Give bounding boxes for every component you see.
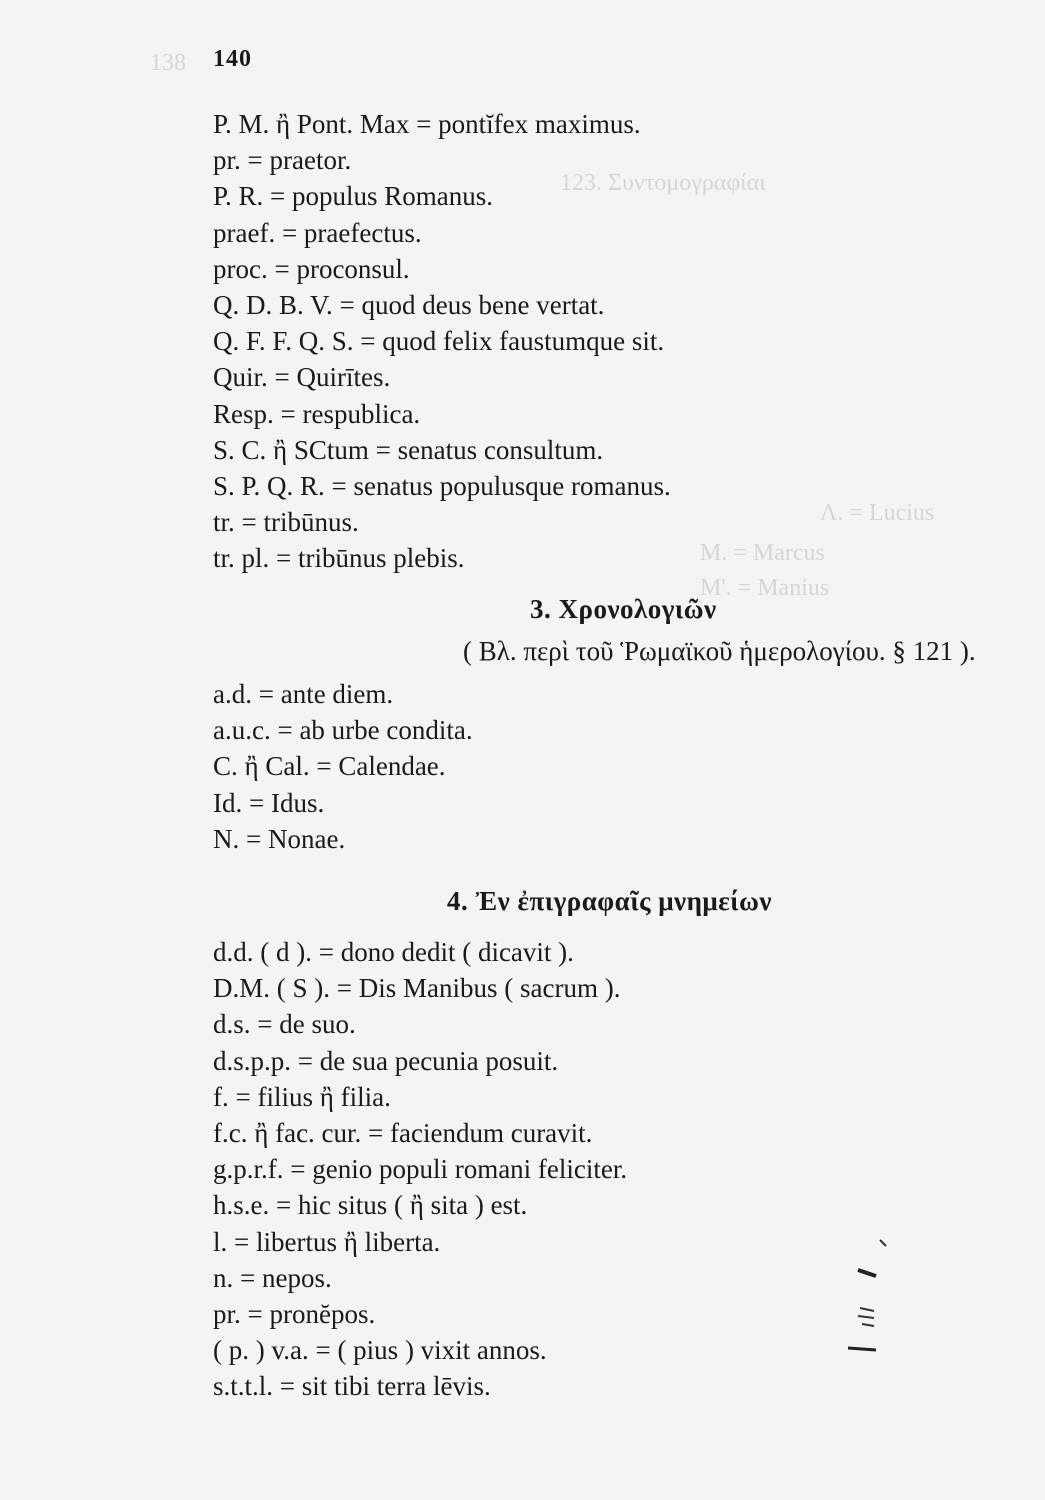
bleed-through-text: 123. Συντομογραφίαι <box>560 170 766 196</box>
abbreviation-line: Q. F. F. Q. S. = quod felix faustumque sit. <box>213 326 665 357</box>
abbreviation-line: Resp. = respublica. <box>213 398 421 429</box>
abbreviation-line: S. C. ἢ SCtum = senatus consultum. <box>213 434 604 465</box>
abbreviation-line: Id. = Idus. <box>213 787 325 818</box>
abbreviation-line: ( p. ) v.a. = ( pius ) vixit annos. <box>213 1335 547 1366</box>
abbreviation-line: f. = filius ἢ filia. <box>213 1081 391 1112</box>
abbreviations-list-1 <box>213 106 671 577</box>
abbreviation-line: l. = libertus ἢ liberta. <box>213 1226 441 1257</box>
abbreviation-line: a.u.c. = ab urbe condita. <box>213 715 473 746</box>
abbreviation-line: P. R. = populus Romanus. <box>213 181 494 212</box>
section-heading-chronology: 3. Χρονολογιῶν <box>530 594 717 624</box>
abbreviation-line: P. M. ἢ Pont. Max = pontĭfex maximus. <box>213 109 641 139</box>
abbreviation-line: Q. D. B. V. = quod deus bene vertat. <box>213 290 605 321</box>
abbreviation-line: Quir. = Quirītes. <box>213 362 391 393</box>
abbreviation-line: proc. = proconsul. <box>213 253 410 284</box>
page-number: 140 <box>213 46 252 72</box>
abbreviation-line: d.d. ( d ). = dono dedit ( dicavit ). <box>213 937 574 967</box>
bleed-through-text: Λ. = Lucius <box>820 500 935 526</box>
abbreviation-line: D.M. ( S ). = Dis Manibus ( sacrum ). <box>213 973 621 1004</box>
abbreviation-line: a.d. = ante diem. <box>213 679 394 709</box>
bleed-through-text: 138 <box>150 50 186 76</box>
ink-marks <box>840 1230 900 1360</box>
abbreviation-line: tr. pl. = tribūnus plebis. <box>213 543 465 574</box>
abbreviation-line: g.p.r.f. = genio populi romani feliciter. <box>213 1154 628 1185</box>
section-heading-inscriptions: 4. Ἐν ἐπιγραφαῖς μνημείων <box>447 886 772 916</box>
abbreviation-line: praef. = praefectus. <box>213 217 422 248</box>
bleed-through-text: M. = Marcus <box>700 540 825 566</box>
abbreviation-line: h.s.e. = hic situs ( ἢ sita ) est. <box>213 1190 528 1221</box>
abbreviation-line: f.c. ἢ fac. cur. = faciendum curavit. <box>213 1118 593 1149</box>
abbreviation-line: C. ἢ Cal. = Calendae. <box>213 751 446 782</box>
abbreviation-line: d.s. = de suo. <box>213 1009 356 1040</box>
abbreviation-line: N. = Nonae. <box>213 823 346 854</box>
bleed-through-text: M'. = Manius <box>700 575 830 601</box>
abbreviation-line: pr. = pronĕpos. <box>213 1299 376 1330</box>
abbreviations-list-4 <box>213 934 627 1405</box>
abbreviation-line: d.s.p.p. = de sua pecunia posuit. <box>213 1045 559 1076</box>
abbreviation-line: S. P. Q. R. = senatus populusque romanus. <box>213 471 671 502</box>
abbreviation-line: tr. = tribūnus. <box>213 507 359 538</box>
abbreviations-list-3 <box>213 676 473 857</box>
abbreviation-line: n. = nepos. <box>213 1262 332 1293</box>
section-reference: ( Βλ. περὶ τοῦ Ῥωμαϊκοῦ ἡμερολογίου. § 121 ). <box>463 636 976 666</box>
abbreviation-line: s.t.t.l. = sit tibi terra lēvis. <box>213 1371 491 1402</box>
abbreviation-line: pr. = praetor. <box>213 145 352 176</box>
